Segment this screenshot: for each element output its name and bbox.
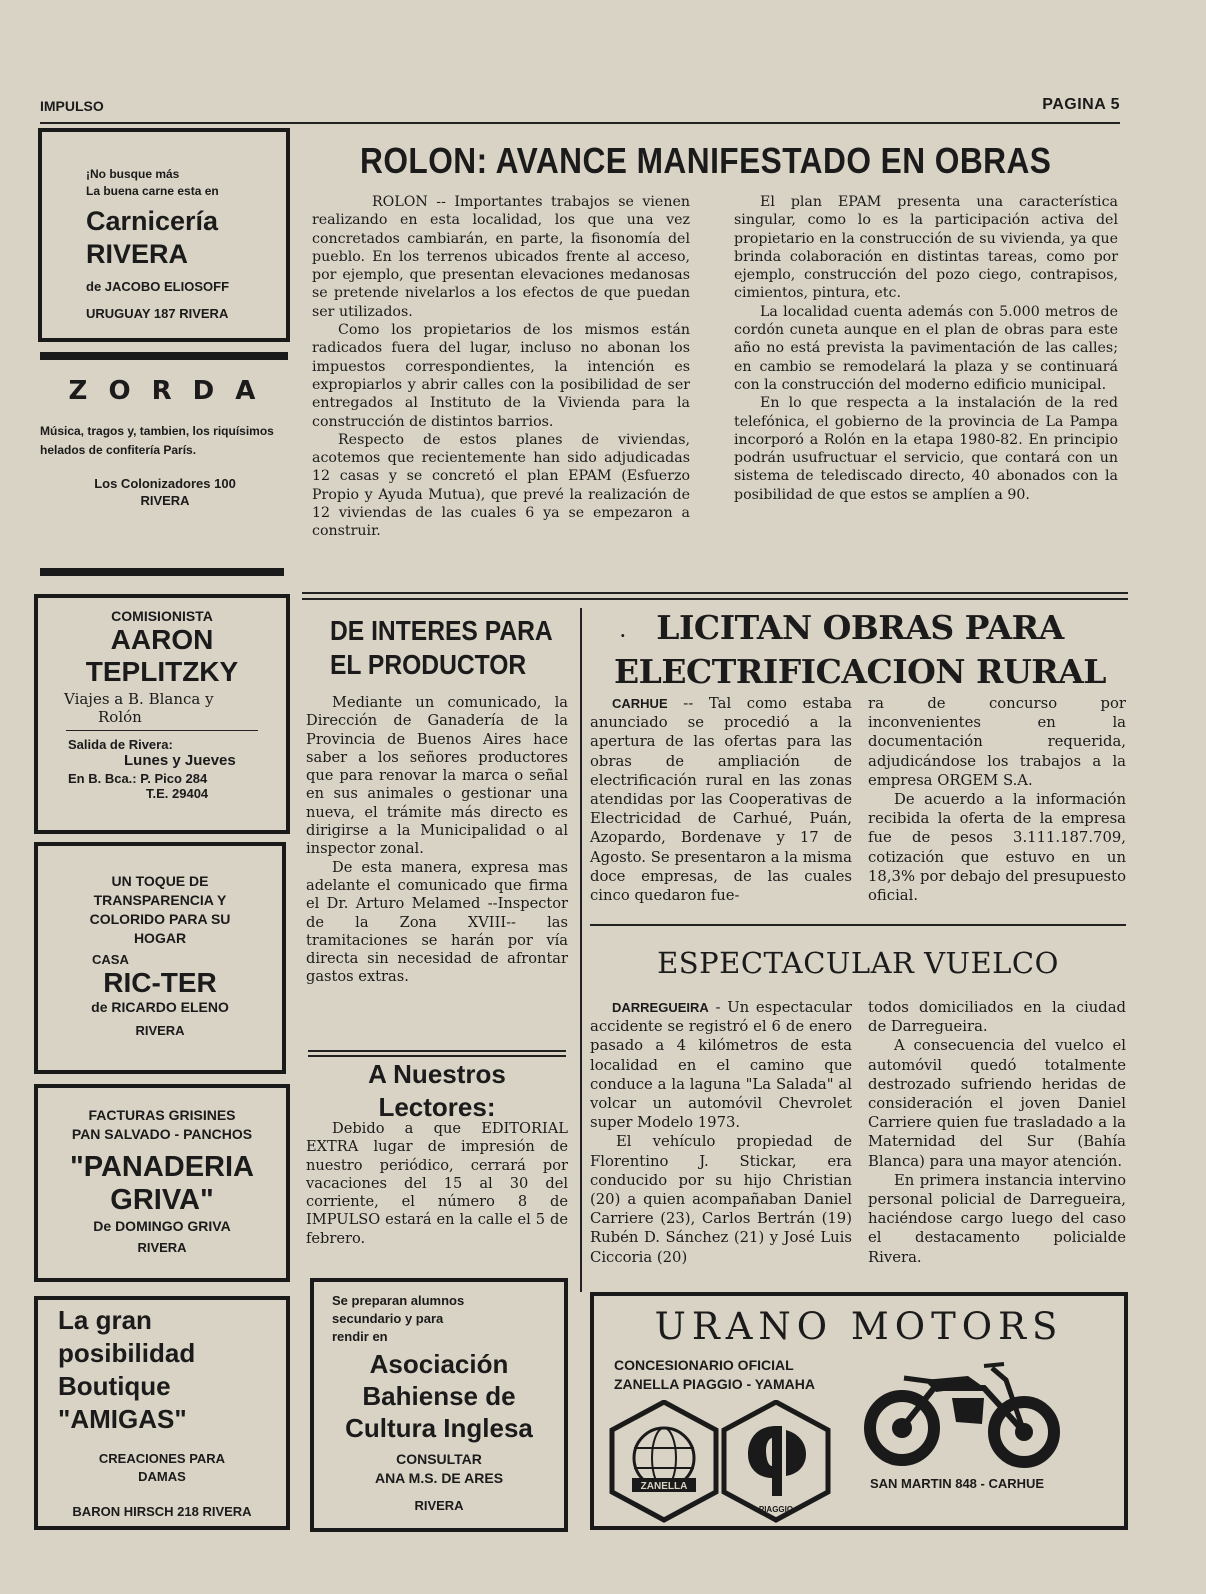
productor-body [306, 694, 568, 987]
lectores-headline-line2: Lectores: [378, 1092, 496, 1122]
rolon-col1-p3: Respecto de estos planes de viviendas, acotemos que recientemente han sido adjudicadas 12 casas y se concretó el plan EPAM (Esfuerzo Propio y Ayuda Mutua), que prevé la realización de 12 viviendas de las cuales 6 ya se empezaron a construir. [312, 431, 690, 540]
ad-ricter-name: RIC-TER [103, 967, 217, 998]
ad-carniceria-name2: RIVERA [86, 239, 189, 269]
ad-ingles-name1: Asociación [369, 1349, 509, 1379]
ad-ingles-intro2: secundario y para [332, 1311, 444, 1326]
ad-ricter-line3: COLORIDO PARA SU [89, 911, 231, 927]
ad-ingles-name3: Cultura Inglesa [345, 1413, 533, 1443]
ad-urano-line2: ZANELLA PIAGGIO - YAMAHA [614, 1376, 815, 1392]
ad-urano-name: URANO MOTORS [654, 1305, 1064, 1348]
licitan-headline [590, 606, 1130, 694]
ad-ricter-town: RIVERA [135, 1023, 185, 1038]
ad-carniceria-name1: Carnicería [86, 206, 219, 236]
licitan-col2 [868, 694, 1126, 905]
ad-zorda-address2: RIVERA [140, 493, 190, 508]
page-number: PAGINA 5 [1042, 96, 1120, 113]
vuelco-dateline: DARREGUEIRA [612, 1000, 709, 1015]
column-rule [580, 608, 582, 1292]
productor-headline [330, 614, 553, 682]
ad-amigas-line3: Boutique [58, 1371, 171, 1401]
ad-amigas-sub1: CREACIONES PARA [98, 1451, 226, 1466]
licitan-col1-text: -- Tal como estaba anunciado se procedió a la apertura de las ofertas para las obras de ampliación de electrificación rural en las zonas atendidas por las Cooperativas de Electricidad de Carhué, Puán, Azopardo, Bordenave y 17 de Agosto. Se presentaron a la misma doce empresas, de las cuales cinco quedaron fue- [590, 695, 852, 905]
licitan-col1 [590, 694, 852, 905]
ad-panaderia-griva [34, 1084, 290, 1282]
ad-griva-town: RIVERA [137, 1240, 187, 1255]
licitan-headline-line2: ELECTRIFICACION RURAL [614, 652, 1106, 691]
ad-griva-name2: GRIVA" [110, 1184, 214, 1216]
lectores-headline-line1: A Nuestros [368, 1059, 506, 1089]
divider-bar [40, 568, 284, 576]
ad-teplitzky-salida: Salida de Rivera: [68, 737, 173, 752]
divider-bar [40, 352, 288, 360]
ad-teplitzky-days: Lunes y Jueves [124, 752, 236, 769]
vuelco-headline: ESPECTACULAR VUELCO [657, 946, 1059, 980]
vuelco-col1-text: - Un espectacular accidente se registró el 6 de enero pasado a 4 kilómetros de esta localidad en el camino que conduce a la laguna "La Salada" al volcar un automóvil Chevrolet super Modelo 1973. [590, 999, 852, 1132]
lectores-headline [306, 1058, 568, 1124]
vuelco-col1-p2: El vehículo propiedad de Florentino J. Stickar, era conducido por su hijo Christian (20) a quien acompañaban Daniel Carriere (23), Carlos Bertrán (19) Rubén D. Sánchez (21) y José Luis Ciccoria (20) [590, 1133, 852, 1266]
licitan-headline-line1: LICITAN OBRAS PARA [656, 608, 1064, 647]
ad-teplitzky-route2: Rolón [98, 708, 142, 726]
rolon-col1-p1: ROLON -- Importantes trabajos se vienen realizando en esta localidad, los que una vez concretados cambiarán, en parte, la fisonomía del pueblo. En los terrenos ubicados frente al acceso, por ejemplo, que presentan elevaciones medanosas se pretende nivelarlos a los efectos de que puedan ser utilizados. [312, 194, 690, 320]
ad-cultura-inglesa [310, 1278, 568, 1532]
licitan-dateline: CARHUE [612, 696, 668, 711]
vuelco-col1-p1 [590, 998, 852, 1132]
ad-amigas-sub2: DAMAS [138, 1469, 186, 1484]
ad-ingles-contact: ANA M.S. DE ARES [374, 1470, 504, 1486]
rolon-col2 [734, 193, 1118, 504]
ad-urano-line1: CONCESIONARIO OFICIAL [614, 1357, 794, 1373]
ad-griva-line2: PAN SALVADO - PANCHOS [71, 1126, 253, 1142]
ad-carniceria-line2: La buena carne esta en [86, 184, 219, 198]
ad-teplitzky-label: COMISIONISTA [111, 608, 213, 624]
ad-ricter-line2: TRANSPARENCIA Y [93, 892, 227, 908]
ad-ingles-name2: Bahiense de [362, 1381, 516, 1411]
ad-teplitzky-phone: T.E. 29404 [146, 786, 209, 801]
vuelco-col2 [868, 998, 1126, 1267]
vuelco-col2-p3: En primera instancia intervino personal policial de Darregueira, haciéndose cargo luego del caso el destacamento policialde Rivera. [868, 1171, 1126, 1266]
ad-ingles-consult: CONSULTAR [396, 1451, 482, 1467]
ad-carniceria-address: URUGUAY 187 RIVERA [86, 306, 229, 321]
rolon-col2-p2: La localidad cuenta además con 5.000 metros de cordón cuneta aunque en el plan de obras para este año no está prevista la pavimentación de las calles; en cambio se remodelará la plaza y se continuará con la construcción del moderno edificio municipal. [734, 303, 1118, 393]
rolon-col1-p2: Como los propietarios de los mismos están radicados fuera del lugar, incluso no abonan los impuestos correspondientes, la intención es expropiarlos y abrir calles con la posibilidad de ser entregados al Instituto de la Vivienda para la construcción de distintos barrios. [312, 322, 690, 430]
vuelco-col2-p1: todos domiciliados en la ciudad de Darregueira. [868, 999, 1126, 1036]
paper-name: IMPULSO [40, 98, 104, 114]
section-rule [308, 1050, 566, 1052]
zanella-logo-text: ZANELLA [640, 1481, 688, 1492]
rolon-headline: ROLON: AVANCE MANIFESTADO EN OBRAS [360, 140, 1052, 181]
ad-urano-logos [608, 1400, 838, 1524]
licitan-col2-p2: De acuerdo a la información recibida la oferta de la empresa fue de pesos 3.111.187.709, cotización que estuvo en un 18,3% por debajo del presupuesto oficial. [868, 791, 1126, 905]
section-rule [590, 924, 1126, 926]
page-header [40, 96, 1120, 124]
ad-amigas-line1: La gran [58, 1305, 152, 1335]
ad-teplitzky-route1: Viajes a B. Blanca y [64, 690, 214, 708]
ad-boutique-amigas [34, 1296, 290, 1530]
ad-ingles-town: RIVERA [414, 1498, 464, 1513]
productor-headline-line1: DE INTERES PARA [330, 615, 553, 646]
ad-zorda-address1: Los Colonizadores 100 [94, 476, 236, 491]
vuelco-col2-p2: A consecuencia del vuelco el automóvil quedó totalmente destrozado sufriendo heridas de consideración el joven Daniel Carriere quien fue trasladado a la Maternidad del Sur (Bahía Blanca) para una mayor atención. [868, 1037, 1126, 1170]
ad-teplitzky-bca: En B. Bca.: P. Pico 284 [68, 771, 208, 786]
ad-teplitzky-rule [66, 730, 258, 731]
ad-carniceria-owner: de JACOBO ELIOSOFF [86, 279, 230, 294]
ad-griva-line1: FACTURAS GRISINES [88, 1107, 236, 1123]
motorcycle-icon [864, 1358, 1064, 1468]
licitan-col1-p [590, 694, 852, 905]
productor-headline-line2: EL PRODUCTOR [330, 649, 527, 680]
ad-ricter-owner: de RICARDO ELENO [91, 999, 229, 1015]
ad-carniceria-rivera [38, 128, 290, 342]
ad-teplitzky-name2: TEPLITZKY [85, 656, 239, 687]
rolon-col2-p3: En lo que respecta a la instalación de la red telefónica, el gobierno de la provincia de La Pampa incorporó a Rolón en la etapa 1980-82. En principio podrán usufructuar el servicio, que contará con un sistema de telediscado directo, 40 abonados con la posibilidad de que estos se amplíen a 90. [734, 395, 1118, 503]
rolon-col2-p1: El plan EPAM presenta una característica singular, como lo es la participación activa del propietario en la construcción de su vivienda, ya que brinda colaboración en distintas tareas, como por ejemplo, construcción del pozo ciego, contrapisos, cimientos, pintura, etc. [734, 194, 1118, 302]
section-rule [302, 592, 1128, 594]
section-rule [308, 1055, 566, 1057]
ad-urano-motors [590, 1292, 1128, 1530]
ad-ricter-casa: CASA [92, 952, 129, 967]
ad-ricter-line1: UN TOQUE DE [111, 873, 209, 889]
ad-teplitzky-name1: AARON [110, 624, 214, 655]
ad-zorda-name: Z O R D A [68, 376, 262, 406]
ad-griva-owner: De DOMINGO GRIVA [93, 1218, 231, 1234]
piaggio-logo-icon [748, 1426, 806, 1496]
ad-amigas-address: BARON HIRSCH 218 RIVERA [72, 1504, 252, 1519]
ad-ric-ter [34, 842, 286, 1074]
lectores-body [306, 1120, 568, 1248]
vuelco-col1 [590, 998, 852, 1267]
section-rule [302, 598, 1128, 600]
licitan-bullet: · [620, 626, 626, 645]
ad-amigas-line2: posibilidad [58, 1338, 196, 1368]
ad-carniceria-line1: ¡No busque más [86, 167, 180, 181]
rolon-col1 [312, 193, 690, 541]
ad-griva-name1: "PANADERIA [70, 1151, 254, 1183]
ad-zorda-text: Música, tragos y, tambien, los riquísimos helados de confitería París. [40, 424, 274, 457]
licitan-col2-p1: ra de concurso por inconvenientes en la documentación requerida, adjudicándose los trabajos a la empresa ORGEM S.A. [868, 695, 1126, 789]
piaggio-logo-text: PIAGGIO [758, 1505, 794, 1514]
productor-p1: Mediante un comunicado, la Dirección de Ganadería de la Provincia de Buenos Aires hace saber a los señores productores que para renovar la marca o señal en sus animales o gestionar una nueva, el trámite más directo es dirigirse a la Municipalidad o al inspector zonal. [306, 694, 568, 858]
ad-amigas-line4: "AMIGAS" [58, 1404, 187, 1434]
ad-ricter-line4: HOGAR [133, 930, 187, 946]
zanella-hexagon [612, 1402, 716, 1520]
productor-p2: De esta manera, expresa mas adelante el comunicado que firma el Dr. Arturo Melamed --Inspector de la Zona XVIII-- las tramitaciones se harán por vía directa sin necesidad de afrontar gastos extras. [306, 858, 568, 986]
ad-urano-address: SAN MARTIN 848 - CARHUE [870, 1476, 1045, 1491]
lectores-text: Debido a que EDITORIAL EXTRA lugar de impresión de nuestro periódico, cerrará por vacaciones del 15 al 30 del corriente, el número 8 de IMPULSO estará en la calle el 5 de febrero. [306, 1120, 568, 1247]
ad-zorda [40, 372, 290, 562]
ad-ingles-intro3: rendir en [332, 1329, 388, 1344]
ad-teplitzky [34, 594, 290, 834]
ad-ingles-intro1: Se preparan alumnos [332, 1293, 465, 1308]
